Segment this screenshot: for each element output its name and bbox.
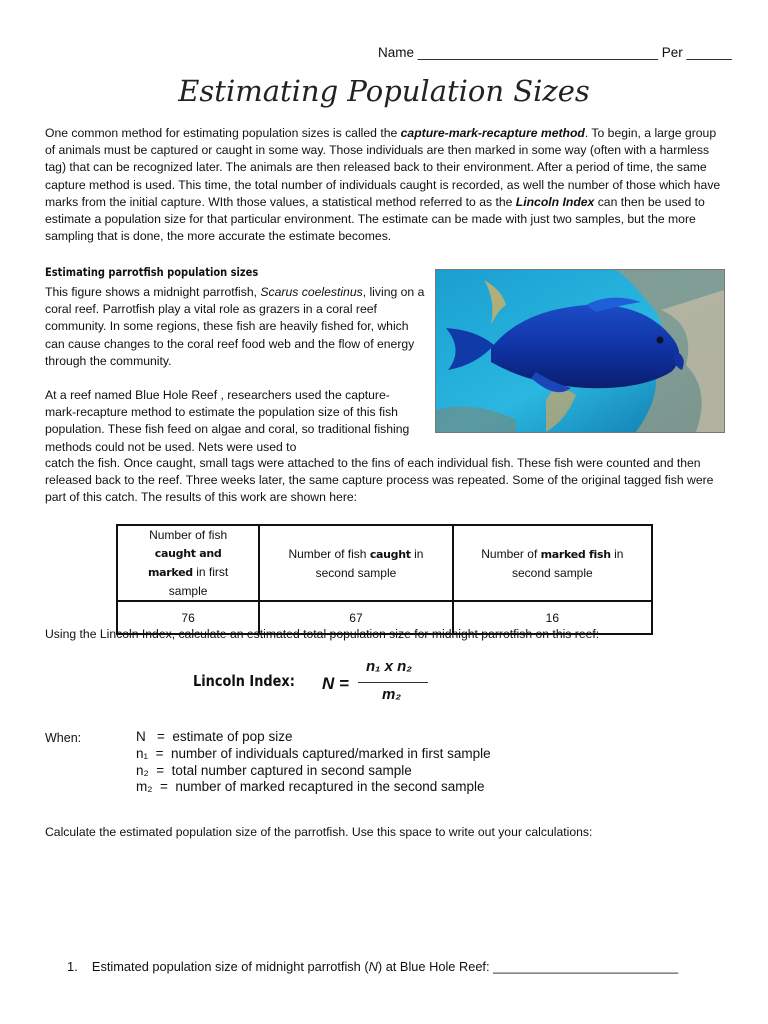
lincoln-instruction: Using the Lincoln Index, calculate an estimated total population size for midnight parrotfish on this reef: [45,627,600,641]
when-label: When: [45,731,82,745]
parrotfish-photo [435,269,725,433]
definition-m2: m₂ = number of marked recaptured in the second sample [136,779,485,795]
formula-numerator: n₁ x n₂ [366,658,413,675]
name-period-line[interactable]: Name ________________________________ Per ______ [378,45,732,60]
question-1[interactable]: 1. Estimated population size of midnight parrotfish (N) at Blue Hole Reef: __________________________ [67,959,679,974]
definition-n1: n₁ = number of individuals captured/marked in first sample [136,745,491,761]
formula-lhs: N = [322,674,349,693]
study-paragraph-part1: At a reef named Blue Hole Reef , researchers used the capture-mark-recapture method to estimate the population size of this fish population. These fish feed on algae and coral, so traditional fishing methods could not be used. Nets were used to [45,388,410,454]
variable-definitions [136,729,491,796]
header-marked-second: Number of marked fish in second sample [453,525,652,601]
lincoln-index-label: Lincoln Index: [193,672,295,690]
lincoln-formula [318,654,436,712]
results-table [116,524,653,635]
calculation-prompt: Calculate the estimated population size of the parrotfish. Use this space to write out your calculations: [45,825,593,839]
table-header-row [117,525,652,601]
figure-description: This figure shows a midnight parrotfish, Scarus coelestinus, living on a coral reef. Parrotfish play a vital role as grazers in a coral reef community. In some regions, these fish are heavily fished for, which can cause changes to the coral reef food web and the flow of energy through the community. [45,285,425,368]
value-marked-second: 16 [453,601,652,634]
page-title: Estimating Population Sizes [178,74,590,108]
fraction-bar [358,682,428,683]
intro-paragraph: One common method for estimating population sizes is called the capture-mark-recapture method. To begin, a large group of animals must be captured or caught in some way. Those individuals are then marked in some way (often with a harmless tag) that can be recognized later. The animals are then released back to their environment. After a period of time, the same capture method is used. This time, the total number of individuals caught is recorded, as well the number of those which have marks from the initial capture. WIth those values, a statistical method referred to as the Lincoln Index can then be used to estimate a population size for that particular environment. The estimate can be made with just two samples, but the more sampling that is done, the more accurate the estimate becomes. [45,126,721,244]
value-first-sample: 76 [117,601,259,634]
value-second-sample: 67 [259,601,452,634]
header-first-sample: Number of fish caught and marked in first sample [117,525,259,601]
study-paragraph-part2: catch the fish. Once caught, small tags were attached to the fins of each individual fish. These fish were counted and then released back to the reef. Three weeks later, the same capture process was repeated. Some of the original tagged fish were part of this catch. The results of this work are shown here: [45,456,714,505]
header-second-sample: Number of fish caught in second sample [259,525,452,601]
section-heading: Estimating parrotfish population sizes [45,265,259,279]
definition-N: N = estimate of pop size [136,729,293,744]
definition-n2: n₂ = total number captured in second sample [136,762,412,778]
formula-denominator: m₂ [382,686,402,703]
